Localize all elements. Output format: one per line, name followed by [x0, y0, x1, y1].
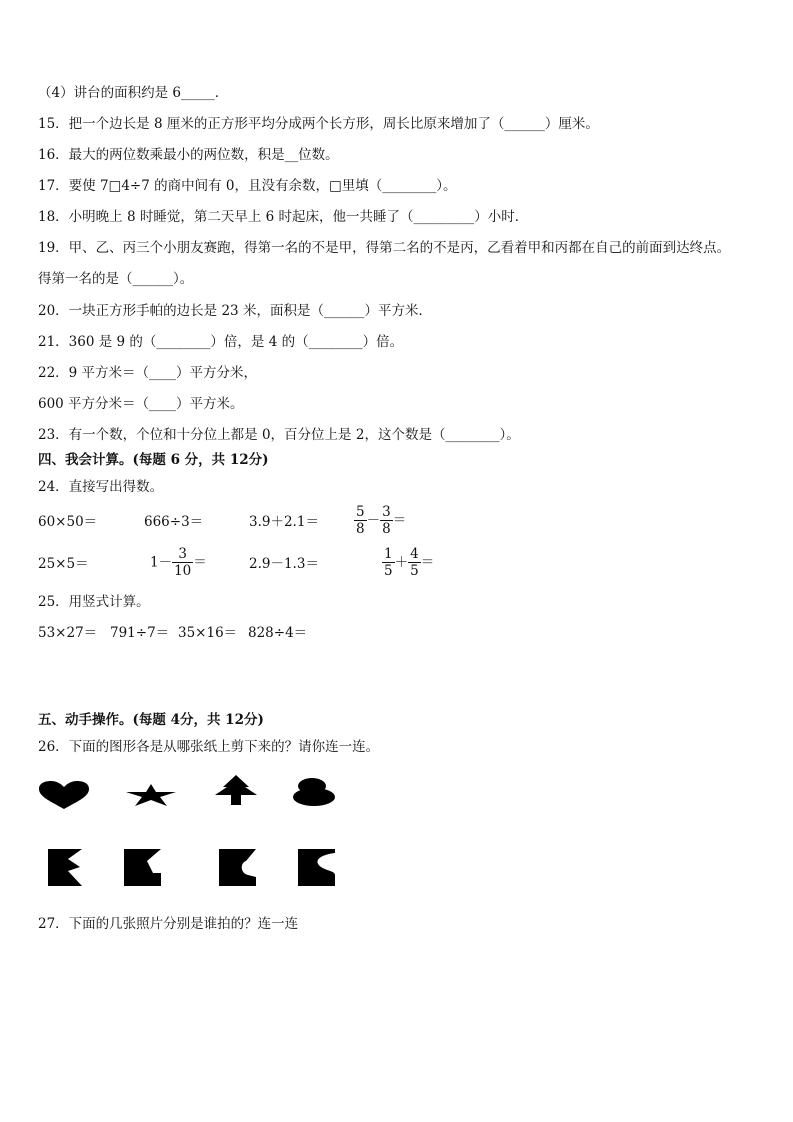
calc24-r2c1: 25×5＝	[38, 556, 89, 572]
q20: 20．一块正方形手帕的边长是 23 米，面积是（______）平方米．	[38, 303, 432, 319]
equals: ＝	[420, 554, 435, 571]
numerator: 1	[384, 546, 393, 562]
fraction	[172, 546, 193, 579]
q19-line1: 19．甲、乙、丙三个小朋友赛跑，得第一名的不是甲，得第二名的不是丙，乙看着甲和丙都在自己的前面到达终点。	[38, 240, 731, 256]
q21: 21．360 是 9 的（________）倍，是 4 的（________）倍。	[38, 334, 404, 350]
q23: 23．有一个数，个位和十分位上都是 0，百分位上是 2，这个数是（________）。	[38, 427, 520, 443]
calc24-r2c2	[150, 546, 207, 579]
calc24-r1c2: 666÷3＝	[144, 514, 204, 530]
cut-paper-d-icon	[297, 849, 337, 886]
numerator: 5	[356, 504, 365, 520]
q22-line2: 600 平方分米＝（____）平方米。	[38, 396, 244, 412]
operator: －	[366, 512, 381, 529]
heart-icon	[38, 780, 90, 810]
equals: ＝	[193, 554, 207, 571]
arrow-up-icon	[209, 775, 263, 805]
star-icon	[125, 784, 177, 806]
calc24-r1c4	[354, 504, 406, 537]
operator: ＋	[394, 554, 409, 571]
numerator: 3	[382, 504, 391, 520]
q25: 25．用竖式计算。	[38, 594, 150, 610]
calc24-r1c3: 3.9＋2.1＝	[249, 514, 319, 530]
cut-paper-b-icon	[123, 849, 163, 886]
fraction	[354, 504, 367, 537]
fraction	[380, 504, 393, 537]
numerator: 3	[172, 546, 193, 563]
figure-eight-icon	[292, 778, 336, 806]
q16: 16．最大的两位数乘最小的两位数，积是__位数。	[38, 147, 339, 163]
calc24-r2c3: 2.9－1.3＝	[249, 556, 319, 572]
calc25-item-1: 53×27＝	[38, 625, 98, 641]
denominator: 5	[410, 563, 419, 579]
equals: ＝	[392, 512, 407, 529]
cut-paper-c-icon	[218, 849, 258, 886]
section-4-heading: 四、我会计算。(每题 6 分，共 12分)	[38, 452, 269, 468]
calc25-item-3: 35×16＝	[178, 625, 238, 641]
numerator: 4	[410, 546, 419, 562]
section-5-heading: 五、动手操作。(每题 4分，共 12分)	[38, 712, 264, 728]
q17: 17．要使 7□4÷7 的商中间有 0，且没有余数，□里填（________）。	[38, 178, 457, 194]
q22-line1: 22．9 平方米＝（____）平方分米，	[38, 365, 258, 381]
cut-paper-a-icon	[46, 849, 84, 886]
denominator: 8	[382, 521, 391, 537]
calc24-r1c1: 60×50＝	[38, 514, 98, 530]
q26: 26．下面的图形各是从哪张纸上剪下来的？请你连一连。	[38, 739, 380, 755]
denominator: 8	[356, 521, 365, 537]
denominator: 10	[174, 563, 192, 579]
calc25-item-2: 791÷7＝	[110, 625, 170, 641]
calc24-r2c4	[382, 546, 434, 579]
q18: 18．小明晚上 8 时睡觉，第二天早上 6 时起床，他一共睡了（_________）小时．	[38, 209, 529, 225]
q27: 27．下面的几张照片分别是谁拍的？连一连	[38, 916, 299, 932]
q14-part4: （4）讲台的面积约是 6_____．	[38, 85, 229, 101]
lead: 1－	[150, 554, 173, 571]
q24: 24．直接写出得数。	[38, 479, 164, 495]
denominator: 5	[384, 563, 393, 579]
q15: 15．把一个边长是 8 厘米的正方形平均分成两个长方形，周长比原来增加了（______）厘米。	[38, 116, 599, 132]
q19-line2: 得第一名的是（______）。	[38, 271, 194, 287]
calc25-item-4: 828÷4＝	[248, 625, 308, 641]
fraction	[382, 546, 395, 579]
fraction	[408, 546, 421, 579]
